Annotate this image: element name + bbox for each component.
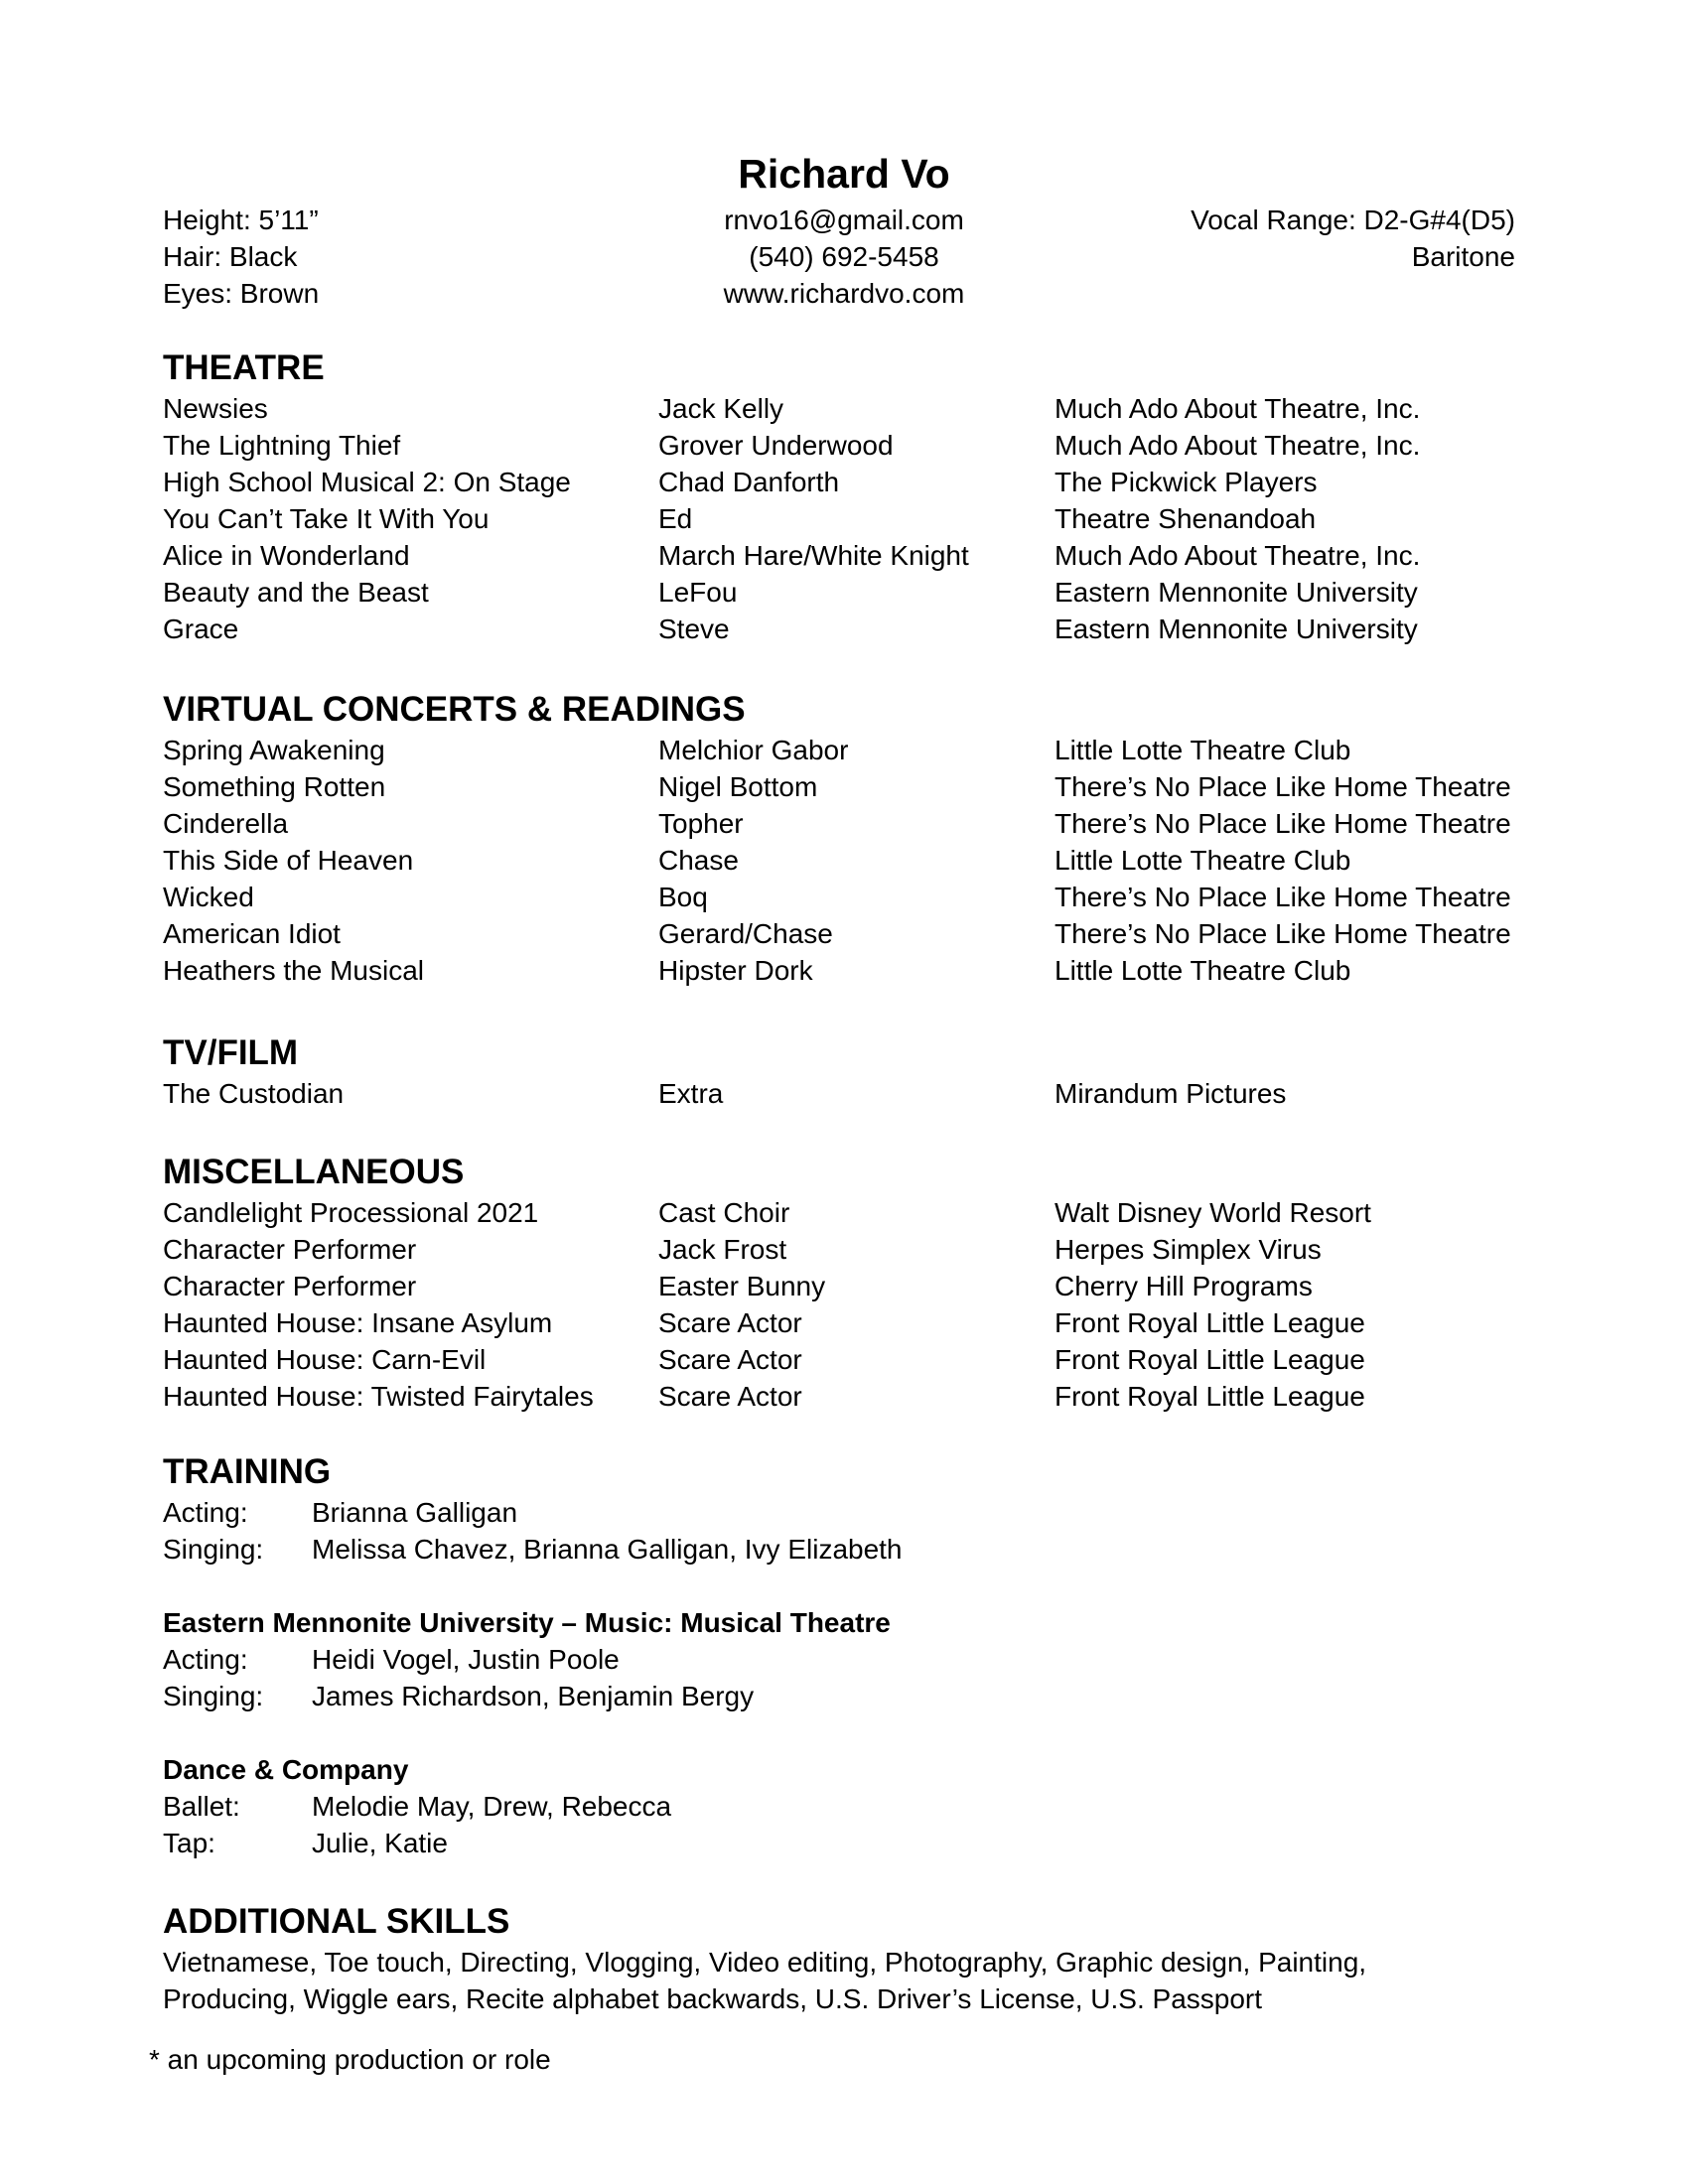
production: Cinderella — [163, 808, 289, 839]
credit-row — [163, 1378, 1533, 1415]
hair-stat: Hair: Black — [163, 241, 298, 272]
production: Spring Awakening — [163, 735, 385, 765]
role: Ed — [658, 503, 693, 534]
footnote: * an upcoming production or role — [149, 2044, 551, 2075]
role: Jack Kelly — [658, 393, 784, 424]
training-label: Ballet: — [163, 1791, 240, 1822]
company: Much Ado About Theatre, Inc. — [1055, 430, 1421, 461]
tvfilm-section — [163, 1031, 1533, 1112]
training-row — [163, 1531, 1533, 1568]
section-heading: VIRTUAL CONCERTS & READINGS — [163, 690, 746, 729]
production: American Idiot — [163, 918, 341, 949]
training-label: Acting: — [163, 1644, 248, 1675]
production: The Custodian — [163, 1078, 345, 1109]
production: Character Performer — [163, 1234, 417, 1265]
credit-list — [163, 732, 1533, 989]
credit-row — [163, 915, 1533, 952]
production: Newsies — [163, 393, 268, 424]
company: Walt Disney World Resort — [1055, 1197, 1371, 1228]
credit-row — [163, 611, 1533, 647]
training-section — [163, 1450, 1533, 1861]
role: Scare Actor — [658, 1381, 802, 1412]
credit-row — [163, 879, 1533, 915]
production: Heathers the Musical — [163, 955, 425, 986]
virtual-section — [163, 688, 1533, 989]
credit-row — [163, 1194, 1533, 1231]
skills-line: Vietnamese, Toe touch, Directing, Vlogging, Video editing, Photography, Graphic design, Painting, — [163, 1947, 1367, 1978]
role: Grover Underwood — [658, 430, 894, 461]
production: Something Rotten — [163, 771, 386, 802]
production: Haunted House: Carn-Evil — [163, 1344, 487, 1375]
credit-row — [163, 768, 1533, 805]
role: Scare Actor — [658, 1307, 802, 1338]
company: Front Royal Little League — [1055, 1344, 1365, 1375]
production: Candlelight Processional 2021 — [163, 1197, 539, 1228]
role: Boq — [658, 882, 708, 912]
training-label: Acting: — [163, 1497, 248, 1528]
credit-row — [163, 952, 1533, 989]
training-label: Singing: — [163, 1681, 264, 1711]
training-row — [163, 1641, 1533, 1678]
credit-row — [163, 537, 1533, 574]
resume-name: Richard Vo — [738, 151, 950, 197]
website: www.richardvo.com — [723, 278, 965, 309]
credit-row — [163, 1268, 1533, 1304]
vocal-range: Vocal Range: D2-G#4(D5) — [1191, 205, 1515, 235]
training-row — [163, 1788, 1533, 1825]
role: Scare Actor — [658, 1344, 802, 1375]
company: Eastern Mennonite University — [1055, 614, 1418, 644]
company: Little Lotte Theatre Club — [1055, 955, 1351, 986]
production: Wicked — [163, 882, 254, 912]
production: You Can’t Take It With You — [163, 503, 490, 534]
training-row — [163, 1825, 1533, 1861]
production: High School Musical 2: On Stage — [163, 467, 571, 497]
eyes-stat: Eyes: Brown — [163, 278, 320, 309]
role: Chase — [658, 845, 739, 876]
training-subheading: Dance & Company — [163, 1754, 409, 1785]
production: Haunted House: Twisted Fairytales — [163, 1381, 594, 1412]
role: Cast Choir — [658, 1197, 790, 1228]
credit-row — [163, 1304, 1533, 1341]
section-heading: TRAINING — [163, 1452, 332, 1491]
company: There’s No Place Like Home Theatre — [1055, 882, 1511, 912]
company: Cherry Hill Programs — [1055, 1271, 1313, 1301]
credit-list — [163, 1194, 1533, 1415]
training-label: Singing: — [163, 1534, 264, 1565]
company: There’s No Place Like Home Theatre — [1055, 771, 1511, 802]
company: Front Royal Little League — [1055, 1381, 1365, 1412]
skills-section — [163, 1900, 1533, 2017]
training-teachers: Brianna Galligan — [312, 1497, 518, 1528]
credit-row — [163, 842, 1533, 879]
height-stat: Height: 5’11” — [163, 205, 319, 235]
role: Extra — [658, 1078, 724, 1109]
training-teachers: Melodie May, Drew, Rebecca — [312, 1791, 672, 1822]
company: Theatre Shenandoah — [1055, 503, 1317, 534]
role: Gerard/Chase — [658, 918, 833, 949]
voice-type: Baritone — [1411, 241, 1515, 272]
role: Melchior Gabor — [658, 735, 849, 765]
credit-row — [163, 1231, 1533, 1268]
company: Mirandum Pictures — [1055, 1078, 1287, 1109]
vocal-info — [1191, 202, 1515, 275]
company: Much Ado About Theatre, Inc. — [1055, 393, 1421, 424]
training-list — [163, 1494, 1533, 1861]
credit-row — [163, 390, 1533, 427]
training-teachers: Heidi Vogel, Justin Poole — [312, 1644, 620, 1675]
role: Steve — [658, 614, 730, 644]
credit-row — [163, 574, 1533, 611]
credit-row — [163, 732, 1533, 768]
training-label: Tap: — [163, 1828, 215, 1858]
production: This Side of Heaven — [163, 845, 414, 876]
section-heading: ADDITIONAL SKILLS — [163, 1902, 510, 1941]
production: Alice in Wonderland — [163, 540, 410, 571]
role: LeFou — [658, 577, 738, 608]
training-subheading: Eastern Mennonite University – Music: Musical Theatre — [163, 1607, 891, 1638]
training-teachers: James Richardson, Benjamin Bergy — [312, 1681, 755, 1711]
credit-row — [163, 1075, 1533, 1112]
credit-row — [163, 805, 1533, 842]
production: Beauty and the Beast — [163, 577, 429, 608]
role: Nigel Bottom — [658, 771, 818, 802]
production: Character Performer — [163, 1271, 417, 1301]
company: Front Royal Little League — [1055, 1307, 1365, 1338]
training-teachers: Melissa Chavez, Brianna Galligan, Ivy Elizabeth — [312, 1534, 903, 1565]
section-heading: THEATRE — [163, 348, 325, 387]
production: Haunted House: Insane Asylum — [163, 1307, 553, 1338]
company: The Pickwick Players — [1055, 467, 1318, 497]
credit-row — [163, 1341, 1533, 1378]
company: There’s No Place Like Home Theatre — [1055, 808, 1511, 839]
production: Grace — [163, 614, 239, 644]
production: The Lightning Thief — [163, 430, 401, 461]
credit-row — [163, 500, 1533, 537]
skills-text — [163, 1944, 1533, 2017]
credit-list — [163, 1075, 1533, 1112]
role: March Hare/White Knight — [658, 540, 969, 571]
role: Easter Bunny — [658, 1271, 826, 1301]
role: Jack Frost — [658, 1234, 787, 1265]
misc-section — [163, 1151, 1533, 1415]
section-heading: TV/FILM — [163, 1033, 299, 1072]
credit-row — [163, 427, 1533, 464]
company: Little Lotte Theatre Club — [1055, 735, 1351, 765]
skills-line: Producing, Wiggle ears, Recite alphabet backwards, U.S. Driver’s License, U.S. Passport — [163, 1983, 1263, 2014]
credit-row — [163, 464, 1533, 500]
role: Topher — [658, 808, 744, 839]
company: There’s No Place Like Home Theatre — [1055, 918, 1511, 949]
training-row — [163, 1494, 1533, 1531]
training-teachers: Julie, Katie — [312, 1828, 448, 1858]
company: Much Ado About Theatre, Inc. — [1055, 540, 1421, 571]
role: Hipster Dork — [658, 955, 813, 986]
email: rnvo16@gmail.com — [724, 205, 964, 235]
company: Herpes Simplex Virus — [1055, 1234, 1322, 1265]
theatre-section — [163, 346, 1533, 647]
company: Eastern Mennonite University — [1055, 577, 1418, 608]
phone: (540) 692-5458 — [749, 241, 939, 272]
company: Little Lotte Theatre Club — [1055, 845, 1351, 876]
role: Chad Danforth — [658, 467, 840, 497]
section-heading: MISCELLANEOUS — [163, 1153, 465, 1191]
training-row — [163, 1678, 1533, 1714]
credit-list — [163, 390, 1533, 647]
